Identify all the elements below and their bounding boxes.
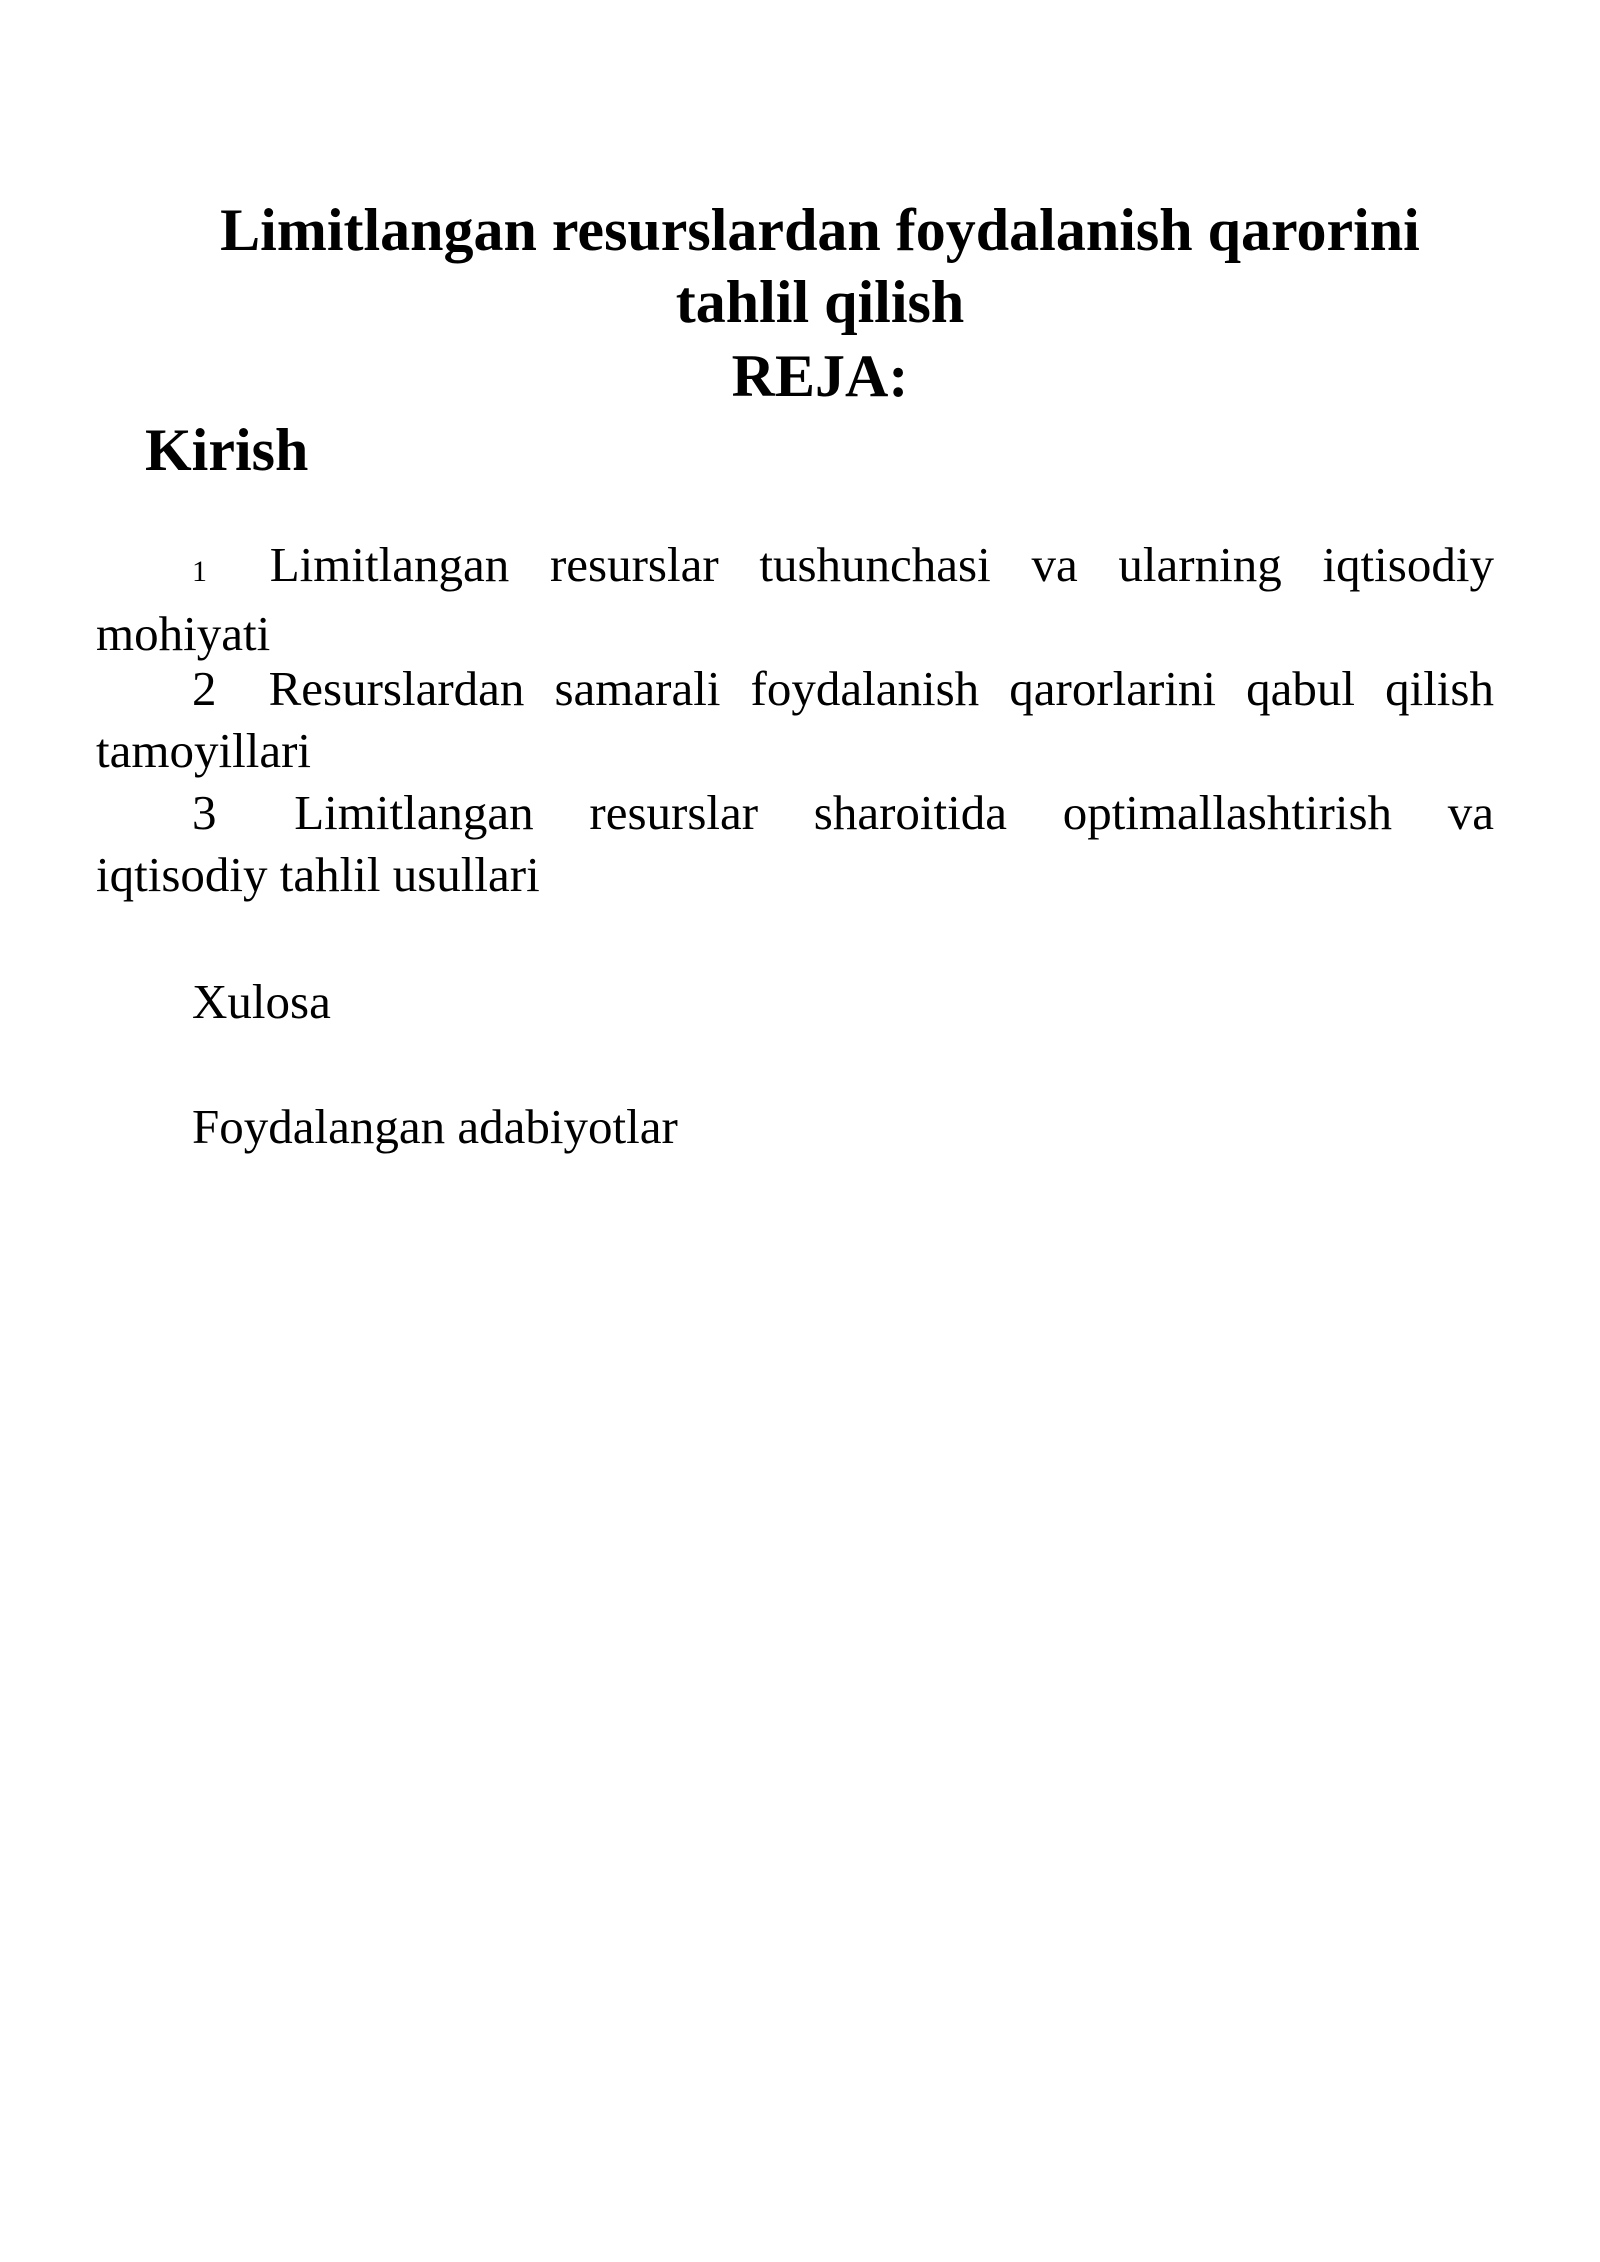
document-title-line-1: Limitlangan resurslardan foydalanish qarorini (220, 197, 1420, 263)
plan-item-2-word: samarali (554, 661, 721, 716)
plan-item-2-word: Resurslardan (268, 661, 525, 716)
plan-item-3 (96, 782, 1494, 906)
intro-heading: Kirish (145, 417, 309, 483)
plan-item-2-word: foydalanish (750, 661, 980, 716)
plan-item-2-word: qabul (1246, 661, 1355, 716)
plan-item-2-number: 2 (192, 661, 217, 716)
plan-item-3-word: va (1447, 785, 1494, 840)
plan-item-1-word: va (1031, 537, 1078, 592)
plan-item-1-number: 1 (192, 555, 207, 588)
plan-item-1-word: resurslar (549, 537, 719, 592)
plan-item-2 (96, 658, 1494, 782)
plan-item-3-second-line: iqtisodiy tahlil usullari (96, 847, 540, 902)
plan-item-2-second-line: tamoyillari (96, 723, 311, 778)
plan-item-1-first-line (96, 534, 1494, 603)
plan-item-1 (96, 534, 1494, 665)
plan-item-3-word: Limitlangan (294, 785, 534, 840)
plan-item-2-word: qarorlarini (1009, 661, 1217, 716)
plan-item-3-word: sharoitida (813, 785, 1007, 840)
plan-item-3-word: resurslar (589, 785, 759, 840)
plan-heading: REJA: (731, 343, 909, 409)
plan-item-1-word: iqtisodiy (1322, 537, 1494, 592)
plan-item-2-word: qilish (1385, 661, 1494, 716)
plan-item-3-number: 3 (192, 785, 217, 840)
plan-item-3-first-line (96, 782, 1494, 844)
plan-item-1-second-line: mohiyati (96, 606, 271, 661)
plan-item-1-word: tushunchasi (759, 537, 991, 592)
document-title-line-2: tahlil qilish (675, 269, 965, 335)
plan-item-3-word: optimallashtirish (1062, 785, 1393, 840)
conclusion-heading: Xulosa (192, 974, 331, 1029)
plan-item-2-first-line (96, 658, 1494, 720)
references-heading: Foydalangan adabiyotlar (192, 1099, 678, 1154)
plan-item-1-word: ularning (1118, 537, 1282, 592)
plan-item-1-word: Limitlangan (269, 537, 510, 592)
